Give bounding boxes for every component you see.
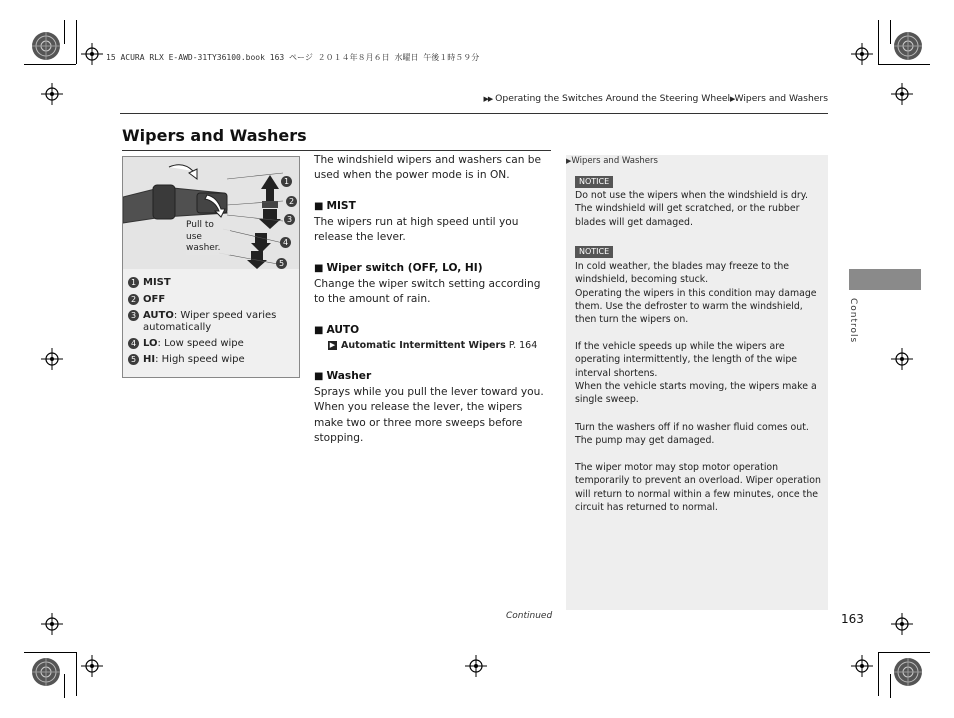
legend-item-lo: 4 LO: Low speed wipe [128,338,244,350]
notes-header: ▶Wipers and Washers [566,156,658,166]
figure-callout: 2 [286,196,301,208]
chapter-tab-label: Controls [848,298,858,344]
section-text-mist: The wipers run at high speed until you release the lever. [314,216,519,244]
legend-item-hi: 5 HI: High speed wipe [128,354,245,366]
breadcrumb-arrow-icon: ▶▶ [483,95,493,103]
rosette-mark-icon [893,31,923,61]
registration-mark-icon [41,613,63,635]
section-head-mist: ■ MIST [314,200,356,212]
book-header: 15 ACURA RLX E-AWD-31TY36100.book 163 ページ ２０１４年８月６日 水曜日 午後１時５９分 [106,53,480,62]
figure-callout: 4 [280,237,295,249]
note-text-washer-fluid: Turn the washers off if no washer fluid comes out. The pump may get damaged. [575,422,809,447]
registration-mark-icon [891,348,913,370]
continued-label: Continued [506,611,553,621]
header-rule [120,113,828,114]
section-head-wiper-switch: ■ Wiper switch (OFF, LO, HI) [314,262,483,274]
note-text-motor-overload: The wiper motor may stop motor operation temporarily to prevent an overload. Wiper operation will return to normal within a few minutes, once the circuit has returned to normal. [575,462,821,513]
registration-mark-icon [81,655,103,677]
figure-callout: 1 [281,176,296,188]
legend-item-mist: 1 MIST [128,277,171,289]
registration-mark-icon [891,83,913,105]
registration-mark-icon [465,655,487,677]
registration-mark-icon [41,83,63,105]
reference-arrow-icon: ▶ [329,341,336,349]
breadcrumb-current: Wipers and Washers [734,93,828,104]
section-head-auto: ■ AUTO [314,324,360,336]
legend-item-off: 2 OFF [128,294,165,306]
page-title: Wipers and Washers [122,126,307,145]
note-text-intermittent: If the vehicle speeds up while the wipers are operating intermittently, the length of the wipe interval shortens. When the vehicle starts moving, the wipers make a single sweep. [575,341,817,406]
intro-paragraph: The windshield wipers and washers can be used when the power mode is in ON. [314,154,542,182]
breadcrumb [483,93,828,104]
registration-mark-icon [851,655,873,677]
breadcrumb-parent-link[interactable]: Operating the Switches Around the Steering Wheel [495,93,731,104]
notice-text-cold-weather: In cold weather, the blades may freeze to the windshield, becoming stuck. Operating the wipers in this condition may damage them. Use the defroster to warm the windshield, then turn the wipers on. [575,261,817,326]
legend-item-auto: 3 AUTO: Wiper speed varies automatically [128,310,276,334]
breadcrumb-separator-icon: ▶ [730,95,735,103]
registration-mark-icon [81,43,103,65]
figure-callout: 5 [276,258,291,270]
section-head-washer: ■ Washer [314,370,372,382]
rosette-mark-icon [31,657,61,687]
title-rule [122,150,551,151]
rosette-mark-icon [893,657,923,687]
registration-mark-icon [851,43,873,65]
washer-callout-text: Pull to use washer. [186,220,230,255]
section-text-wiper-switch: Change the wiper switch setting according to the amount of rain. [314,278,541,306]
notes-arrow-icon: ▶ [566,157,572,165]
notice-text-dry-windshield: Do not use the wipers when the windshield is dry. The windshield will get scratched, or the rubber blades will get damaged. [575,190,808,228]
registration-mark-icon [891,613,913,635]
auto-wipers-reference-link[interactable]: ▶ Automatic Intermittent Wipers P. 164 [329,340,538,351]
notice-badge: NOTICE [575,176,613,188]
registration-mark-icon [41,348,63,370]
chapter-tab[interactable] [849,269,921,290]
notice-badge: NOTICE [575,246,613,258]
figure-callout: 3 [284,214,299,226]
section-text-washer: Sprays while you pull the lever toward you. When you release the lever, the wipers make two or three more sweeps before stopping. [314,386,544,444]
page-number: 163 [841,612,864,626]
rosette-mark-icon [31,31,61,61]
